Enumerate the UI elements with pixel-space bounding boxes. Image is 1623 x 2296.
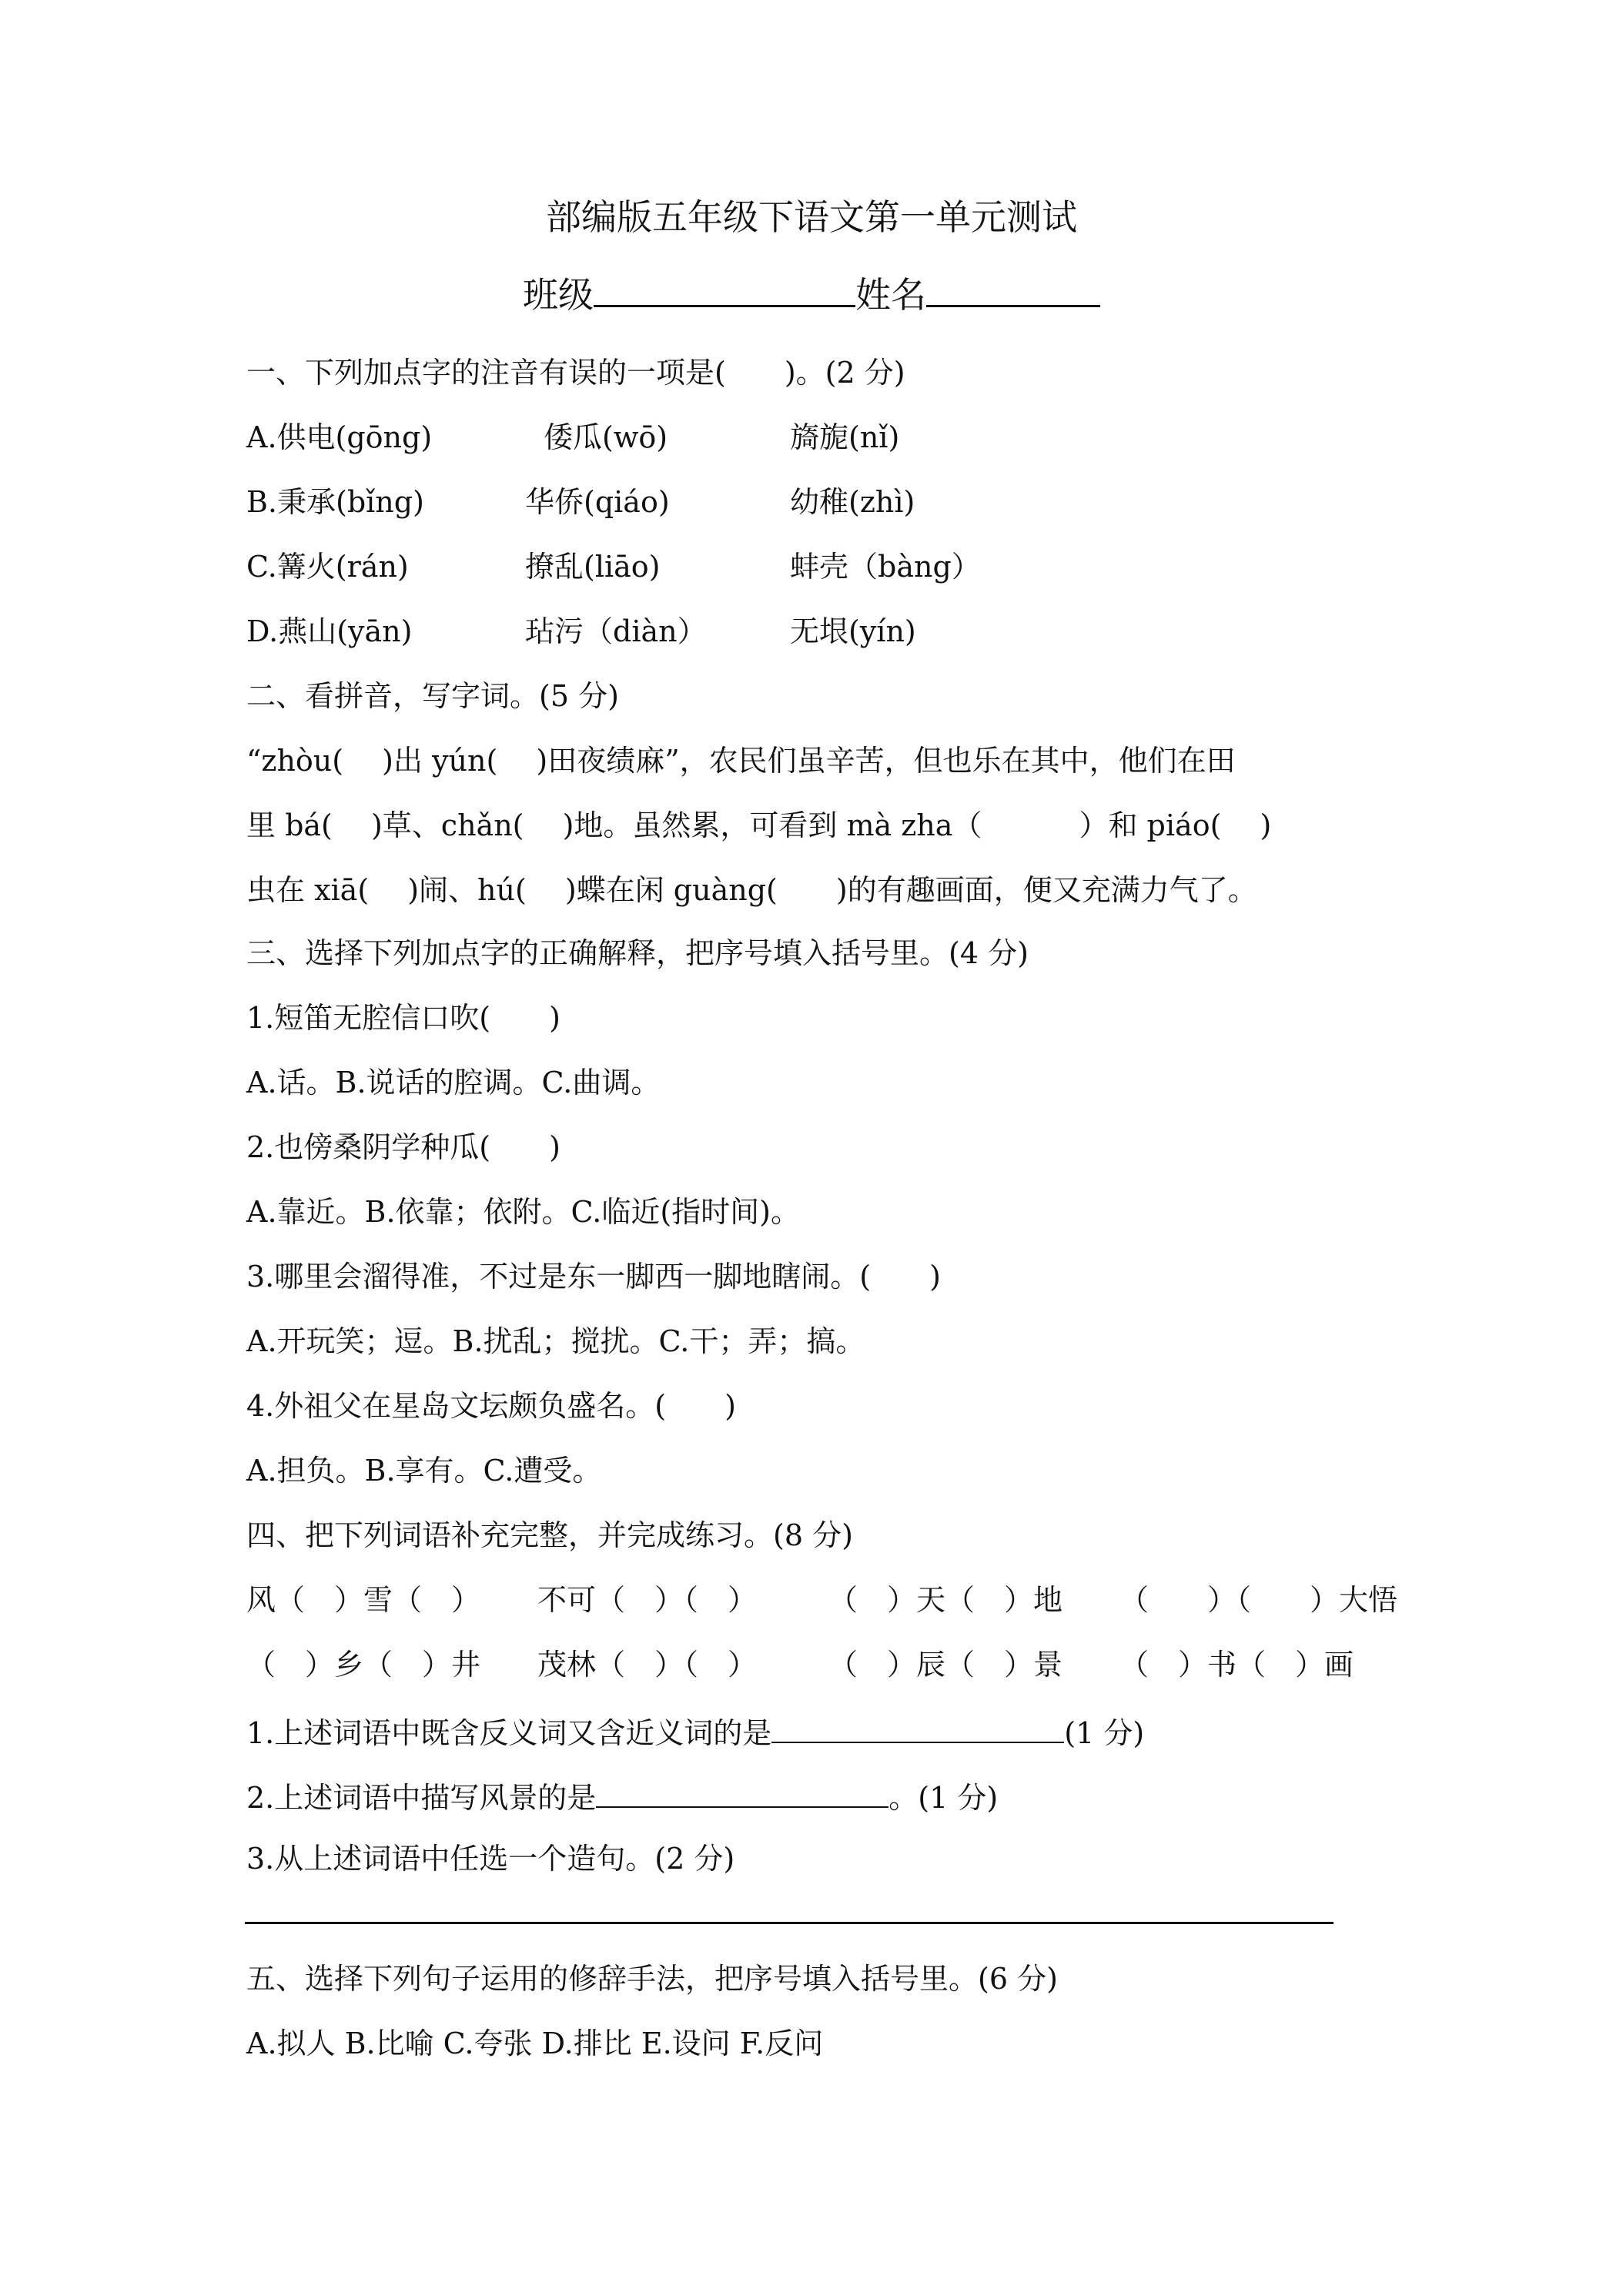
idiom-1: 风（ ）雪（ ） xyxy=(246,1583,481,1617)
s3-answers-4: A.担负。B.享有。C.遭受。 xyxy=(246,1454,602,1488)
s3-question-3: 3.哪里会溜得准，不过是东一脚西一脚地瞎闹。( ) xyxy=(246,1260,941,1294)
s4-question-3: 3.从上述词语中任选一个造句。(2 分) xyxy=(246,1842,735,1876)
section-3-heading: 三、选择下列加点字的正确解释，把序号填入括号里。(4 分) xyxy=(246,936,1029,970)
idiom-4: （ ）（ ）大悟 xyxy=(1119,1583,1398,1617)
class-blank[interactable] xyxy=(594,274,855,307)
option-b-1: B.秉承(bǐng) xyxy=(246,485,424,519)
s4-q2-points: 。(1 分) xyxy=(888,1781,999,1815)
idiom-2: 不可（ ）（ ） xyxy=(537,1583,758,1617)
option-a-3: 旖旎(nǐ) xyxy=(790,420,900,454)
s3-question-2: 2.也傍桑阴学种瓜( ) xyxy=(246,1130,561,1164)
option-b-2: 华侨(qiáo) xyxy=(525,485,670,519)
option-b-3: 幼稚(zhì) xyxy=(790,485,915,519)
s3-answers-3: A.开玩笑；逗。B.扰乱；搅扰。C.干；弄；搞。 xyxy=(246,1324,865,1358)
page-title: 部编版五年级下语文第一单元测试 xyxy=(546,196,1077,238)
s4-q2-blank[interactable] xyxy=(596,1776,888,1808)
idiom-8: （ ）书（ ）画 xyxy=(1119,1648,1354,1682)
s3-question-4: 4.外祖父在星岛文坛颇负盛名。( ) xyxy=(246,1389,736,1423)
pinyin-line-3: 虫在 xiā( )闹、hú( )蝶在闲 guàng( )的有趣画面，便又充满力气了。 xyxy=(246,873,1257,907)
option-d-3: 无垠(yín) xyxy=(790,614,916,648)
section-1-heading: 一、下列加点字的注音有误的一项是( )。(2 分) xyxy=(246,356,905,390)
s4-q1-points: (1 分) xyxy=(1064,1716,1145,1750)
option-a-1: A.供电(gōng) xyxy=(246,420,433,454)
idiom-5: （ ）乡（ ）井 xyxy=(246,1648,481,1682)
pinyin-line-2: 里 bá( )草、chǎn( )地。虽然累，可看到 mà zha（ ）和 piáo( ) xyxy=(246,808,1272,842)
option-c-2: 撩乱(liāo) xyxy=(525,550,661,584)
s3-answers-2: A.靠近。B.依靠；依附。C.临近(指时间)。 xyxy=(246,1195,800,1229)
section-4-heading: 四、把下列词语补充完整，并完成练习。(8 分) xyxy=(246,1518,853,1552)
s4-question-1 xyxy=(246,1711,1377,1752)
s4-q1-text: 1.上述词语中既含反义词又含近义词的是 xyxy=(246,1716,772,1750)
option-a-2: 倭瓜(wō) xyxy=(544,420,668,454)
idiom-7: （ ）辰（ ）景 xyxy=(828,1648,1063,1682)
idiom-6: 茂林（ ）（ ） xyxy=(537,1648,758,1682)
name-blank[interactable] xyxy=(926,274,1100,307)
option-c-3: 蚌壳（bàng） xyxy=(790,550,981,584)
class-label: 班级 xyxy=(523,274,594,316)
s3-question-1: 1.短笛无腔信口吹( ) xyxy=(246,1001,561,1035)
section-2-heading: 二、看拼音，写字词。(5 分) xyxy=(246,679,619,713)
option-d-1: D.燕山(yān) xyxy=(246,614,413,648)
s3-answers-1: A.话。B.说话的腔调。C.曲调。 xyxy=(246,1066,661,1099)
idiom-3: （ ）天（ ）地 xyxy=(828,1583,1063,1617)
s4-q2-text: 2.上述词语中描写风景的是 xyxy=(246,1781,597,1815)
s4-q1-blank[interactable] xyxy=(771,1711,1064,1743)
student-info-line xyxy=(0,274,1623,316)
rhetoric-options: A.拟人 B.比喻 C.夸张 D.排比 E.设问 F.反问 xyxy=(246,2027,824,2060)
sentence-answer-line[interactable] xyxy=(245,1922,1334,1924)
option-c-1: C.篝火(rán) xyxy=(246,550,409,584)
s4-question-2 xyxy=(246,1776,1377,1816)
option-d-2: 玷污（diàn） xyxy=(525,614,707,648)
section-5-heading: 五、选择下列句子运用的修辞手法，把序号填入括号里。(6 分) xyxy=(246,1962,1058,1996)
pinyin-line-1: “zhòu( )出 yún( )田夜绩麻”，农民们虽辛苦，但也乐在其中，他们在田 xyxy=(246,744,1236,778)
name-label: 姓名 xyxy=(855,274,926,316)
